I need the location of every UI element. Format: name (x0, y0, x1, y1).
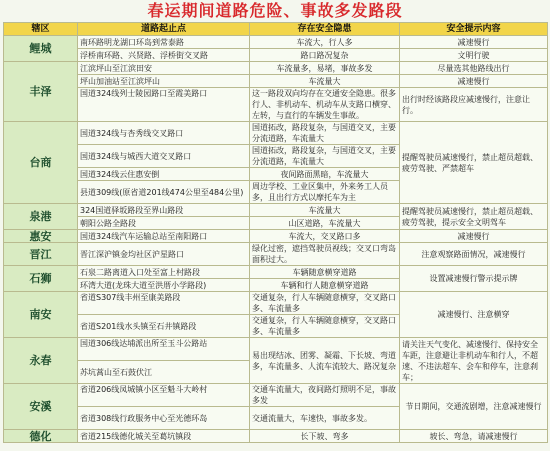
district-cell: 丰泽 (4, 62, 78, 122)
road-cell: 省道308线行政服务中心至光德环岛 (78, 407, 250, 430)
page-title: 春运期间道路危险、事故多发路段 (147, 1, 403, 20)
danger-cell: 车流量多，易堵，事故多发 (250, 62, 400, 75)
header-tip: 安全提示内容 (400, 23, 548, 36)
district-cell: 惠安 (4, 230, 78, 243)
danger-cell: 交通车流量大，夜间路灯照明不足，事故多发 (250, 384, 400, 407)
tip-cell: 注意观察路面情况，减速慢行 (400, 243, 548, 266)
danger-cell: 车流量大 (250, 75, 400, 88)
table-row (4, 292, 548, 315)
road-cell: 浮桥南环路、兴贤路、浮桥街交叉路 (78, 49, 250, 62)
district-cell: 德化 (4, 430, 78, 443)
table-row (4, 230, 548, 243)
table-row (4, 88, 548, 122)
tip-cell: 尽量选其他路线出行 (400, 62, 548, 75)
district-cell: 晋江 (4, 243, 78, 266)
danger-cell: 车流量大 (250, 204, 400, 217)
road-cell: 坪山加油站至江滨坪山 (78, 75, 250, 88)
table-row (4, 75, 548, 88)
road-cell: 苏坑蒿山至石鼓伏江 (78, 361, 250, 384)
tip-cell: 设置减速慢行警示提示牌 (400, 266, 548, 292)
danger-cell: 路口路况复杂 (250, 49, 400, 62)
district-cell: 泉港 (4, 204, 78, 230)
danger-cell: 车流大，行人多 (250, 36, 400, 49)
district-cell: 永春 (4, 338, 78, 384)
danger-cell: 车流大，交叉路口多 (250, 230, 400, 243)
road-cell: 石泉二路离道入口处至富上村路段 (78, 266, 250, 279)
tip-cell: 出行时经该路段应减速慢行，注意让行。 (400, 88, 548, 122)
header-danger: 存在安全隐患 (250, 23, 400, 36)
danger-cell: 长下坡、弯多 (250, 430, 400, 443)
road-hazard-table (3, 22, 548, 443)
road-cell: 环湾大道(龙珠大道至洪厝小学路段) (78, 279, 250, 292)
table-row (4, 384, 548, 407)
road-cell: 江滨坪山至江滨田安 (78, 62, 250, 75)
danger-cell: 山区道路，车流量大 (250, 217, 400, 230)
table-row (4, 204, 548, 217)
danger-cell: 车辆和行人随意横穿道路 (250, 279, 400, 292)
danger-cell: 交通复杂，行人车辆随意横穿，交叉路口多、车流量多 (250, 315, 400, 338)
table-row (4, 243, 548, 266)
danger-cell: 国道拓改，路段复杂，与国道交叉，主要分流道路，车流量大 (250, 122, 400, 145)
danger-cell: 易出现结冰、团雾、凝霜、下长坡、弯道多，车流量多、人流车流较大、路况复杂 (250, 338, 400, 384)
danger-cell: 车辆随意横穿道路 (250, 266, 400, 279)
district-cell: 台商 (4, 122, 78, 204)
tip-cell: 坡长、弯急，请减速慢行 (400, 430, 548, 443)
table-row (4, 338, 548, 361)
tip-cell: 减速慢行 (400, 36, 548, 49)
header-road: 道路起止点 (78, 23, 250, 36)
danger-cell: 绿化过密，遮挡驾驶员视线；交叉口弯岛面积过大。 (250, 243, 400, 266)
district-cell: 南安 (4, 292, 78, 338)
road-cell: 县道309线(原省道201线474公里至484公里) (78, 181, 250, 204)
tip-cell: 提醒驾驶员减速慢行，禁止超员超载、疲劳驾驶、严禁超车 (400, 122, 548, 204)
road-cell: 324国道驿坂路段至界山路段 (78, 204, 250, 217)
table-row (4, 36, 548, 49)
danger-cell: 夜间路面黑暗，车流量大 (250, 168, 400, 181)
road-cell: 省道S307线丰州至康美路段 (78, 292, 250, 315)
danger-cell: 这一路段双向均存在交通安全隐患。很多行人、非机动车、机动车从支路口横穿、左转，与直行的车辆发生事故。 (250, 88, 400, 122)
district-cell: 石狮 (4, 266, 78, 292)
road-cell: 晋江深沪镇金均社区沪星路口 (78, 243, 250, 266)
tip-cell: 文明行驶 (400, 49, 548, 62)
road-cell: 国道324线云住惠安倒 (78, 168, 250, 181)
district-cell: 安溪 (4, 384, 78, 430)
road-cell: 省道215线德化城关至葛坑镇段 (78, 430, 250, 443)
danger-cell: 周边学校、工业区集中，外来务工人员多，且出行方式以摩托车为主 (250, 181, 400, 204)
road-cell: 省道206线凤城镇小区至魁斗大岭村 (78, 384, 250, 407)
danger-cell: 交通复杂，行人车辆随意横穿，交叉路口多、车流量多 (250, 292, 400, 315)
table-row (4, 122, 548, 145)
road-cell: 国道306线达埔派出所至玉斗公路站 (78, 338, 250, 361)
road-cell: 省道S201线水头镇至石井镇路段 (78, 315, 250, 338)
danger-cell: 交通流量大，车速快，事故多发。 (250, 407, 400, 430)
tip-cell: 请关注天气变化、减速慢行、保持安全车距，注意避让非机动车和行人，不超速、不违法超车、会车和停车，注意刹车； (400, 338, 548, 384)
table-row (4, 266, 548, 279)
road-cell: 国道324线列士陵园路口至霞美路口 (78, 88, 250, 122)
tip-cell: 节日期间，交通流剧增，注意减速慢行 (400, 384, 548, 430)
danger-cell: 国道拓改，路段复杂，与国道交叉，主要分流道路，车流量大 (250, 145, 400, 168)
table-row (4, 430, 548, 443)
road-cell: 国道324线汽车运输总站至南阳路口 (78, 230, 250, 243)
tip-cell: 提醒驾驶员减速慢行，禁止超员超载、疲劳驾驶，提示安全文明驾车 (400, 204, 548, 230)
header-district: 辖区 (4, 23, 78, 36)
road-cell: 国道324线与城西大道交叉路口 (78, 145, 250, 168)
tip-cell: 减速慢行 (400, 230, 548, 243)
road-cell: 朝阳公路全路段 (78, 217, 250, 230)
tip-cell: 减速慢行 (400, 75, 548, 88)
road-cell: 南环路明龙湖口环岛到常泰路 (78, 36, 250, 49)
table-row (4, 49, 548, 62)
tip-cell: 减速慢行、注意横穿 (400, 292, 548, 338)
road-cell: 国道324线与杏秀线交叉路口 (78, 122, 250, 145)
district-cell: 鲤城 (4, 36, 78, 62)
table-row (4, 62, 548, 75)
